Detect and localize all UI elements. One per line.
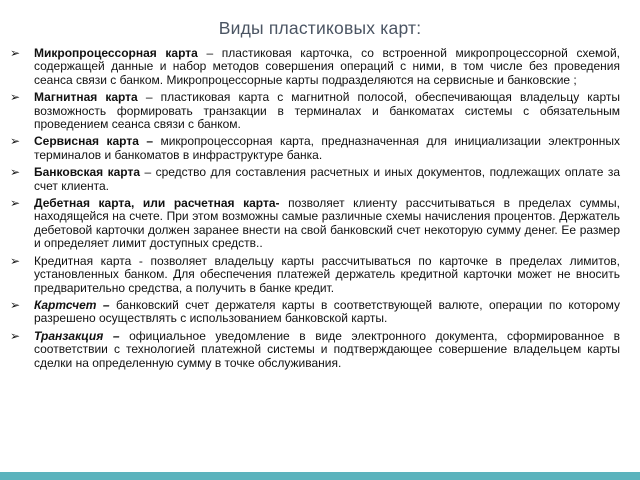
list-item-bank-card <box>8 166 620 193</box>
list-item-card-account <box>8 299 620 326</box>
item-term: Сервисная карта – <box>34 134 161 149</box>
item-text: Кредитная карта - позволяет владельцу карты рассчитываться по карточке в пределах лимитов, установленных банком. Для обеспечения платежей держатель кредитной карточки может не вносить предварительно средства, а получить в банке кредит. <box>34 253 620 295</box>
list-item-transaction <box>8 330 620 370</box>
definitions-list <box>8 47 620 374</box>
item-term: Магнитная карта <box>34 90 138 105</box>
list-item-magnetic-card <box>8 91 620 131</box>
item-text: – пластиковая карта с магнитной полосой, обеспечивающая владельцу карты возможность формировать транзакции в терминалах и банкоматах системы с обязательным проведением сеанса связи с банком. <box>34 90 620 132</box>
item-term: Картсчет – <box>34 297 110 312</box>
arrow-bullet-icon: ➢ <box>10 90 21 105</box>
item-text: банковский счет держателя карты в соответствующей валюте, операции по которому разрешено осуществлять с использованием банковской карты. <box>34 297 620 326</box>
item-term: Дебетная карта, или расчетная карта- <box>34 196 280 211</box>
item-text: официальное уведомление в виде электронного документа, сформированное в соответствии с технологией платежной системы и подтверждающее совершение владельцем карты сделки на определенную сумму в точке обслуживания. <box>34 328 620 370</box>
arrow-bullet-icon: ➢ <box>10 165 21 180</box>
item-text: микропроцессорная карта, предназначенная для инициализации электронных терминалов и банкоматов в инфраструктуре банка. <box>34 134 620 162</box>
item-term: Микропроцессорная карта <box>34 46 198 60</box>
item-text: – средство для составления расчетных и иных документов, подлежащих оплате за счет клиента. <box>34 165 620 193</box>
bottom-accent-bar <box>0 472 640 480</box>
item-text: позволяет клиенту рассчитываться в пределах суммы, находящейся на счете. При этом возможны самые различные схемы начисления процентов. Держатель дебетовой карточки должен заранее внести на свой банковский счет некоторую сумму денег. Ее размер и определяет лимит доступных средств.. <box>34 196 620 251</box>
list-item-microprocessor-card <box>8 47 620 87</box>
slide-title: Виды пластиковых карт: <box>218 18 422 38</box>
item-term: Транзакция – <box>34 328 120 343</box>
list-item-credit-card <box>8 255 620 295</box>
arrow-bullet-icon: ➢ <box>10 196 21 211</box>
list-item-debit-card <box>8 197 620 251</box>
arrow-bullet-icon: ➢ <box>10 46 21 60</box>
item-text: – пластиковая карточка, со встроенной микропроцессорной схемой, содержащей данные и набор методов совершения операций с ними, в том числе без проведения сеанса связи с банком. Микропроцессорные карты подразделяются на сервисные и банковские ; <box>34 46 620 87</box>
item-term: Банковская карта <box>34 165 141 180</box>
arrow-bullet-icon: ➢ <box>10 328 21 343</box>
arrow-bullet-icon: ➢ <box>10 134 21 149</box>
arrow-bullet-icon: ➢ <box>10 253 21 268</box>
arrow-bullet-icon: ➢ <box>10 297 21 312</box>
list-item-service-card <box>8 135 620 162</box>
